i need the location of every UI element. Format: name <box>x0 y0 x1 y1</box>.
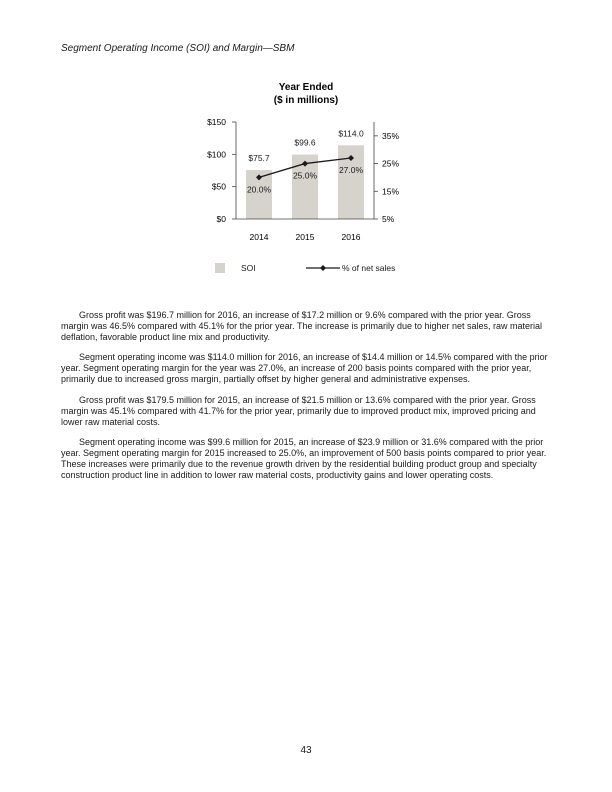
right-tick-label-35: 35% <box>382 130 400 141</box>
soi-chart-svg <box>0 0 612 300</box>
left-tick-label-100: $100 <box>207 149 226 160</box>
chart-legend <box>0 262 612 276</box>
right-tick-label-25: 25% <box>382 158 400 169</box>
page-number: 43 <box>300 745 312 756</box>
pct-label-2015: 25.0% <box>292 170 318 181</box>
right-tick-label-5: 5% <box>382 214 395 224</box>
left-tick-label-150: $150 <box>207 117 226 127</box>
legend-soi-label: SOI <box>241 263 256 273</box>
legend-soi-swatch <box>215 263 225 273</box>
right-tick-label-15: 15% <box>382 186 400 197</box>
pct-label-2016: 27.0% <box>338 165 364 176</box>
left-tick-label-50: $50 <box>211 181 226 192</box>
soi-chart <box>0 0 612 300</box>
body-text <box>61 310 549 490</box>
chart-subtitle: ($ in millions) <box>273 95 339 106</box>
bar-label-2015: $99.6 <box>294 137 316 148</box>
chart-title: Year Ended <box>278 82 334 93</box>
paragraph-gross-profit-2015: Gross profit was $179.5 million for 2015, an increase of $21.5 million or 13.6% compared with the prior year. Gross margin was 45.1% compared with 41.7% for the prior year, primarily due to improved product mix, improved pricing and lower raw material costs. <box>61 394 536 427</box>
legend-pct-label: % of net sales <box>342 263 396 273</box>
section-title: Segment Operating Income (SOI) and Margin—SBM <box>61 43 295 54</box>
legend-line-sample <box>306 262 340 274</box>
x-tick-label-2014: 2014 <box>249 232 269 242</box>
bar-label-2014: $75.7 <box>248 153 270 164</box>
x-tick-label-2015: 2015 <box>295 232 315 242</box>
bar-label-2016: $114.0 <box>338 128 364 139</box>
paragraph-soi-2016: Segment operating income was $114.0 million for 2016, an increase of $14.4 million or 14.5% compared with the prior year. Segment operating margin for the year was 27.0%, an increase of 200 basis points compared with the prior year, primarily due to increased gross margin, partially offset by higher general and administrative expenses. <box>61 352 548 385</box>
paragraph-soi-2015: Segment operating income was $99.6 million for 2015, an increase of $23.9 million or 31.6% compared with the prior year. Segment operating margin for 2015 increased to 25.0%, an improvement of 500 basis points compared to prior year. These increases were primarily due to the revenue growth driven by the residential building product group and specialty construction product line in addition to lower raw material costs, productivity gains and lower operating costs. <box>61 436 547 481</box>
left-tick-label-0: $0 <box>216 214 226 224</box>
paragraph-gross-profit-2016: Gross profit was $196.7 million for 2016, an increase of $17.2 million or 9.6% compared with the prior year. Gross margin was 46.5% compared with 45.1% for the prior year. The increase is primarily due to higher net sales, raw material deflation, favorable product line mix and productivity. <box>61 310 543 343</box>
pct-label-2014: 20.0% <box>246 184 272 195</box>
x-tick-label-2016: 2016 <box>341 232 361 242</box>
